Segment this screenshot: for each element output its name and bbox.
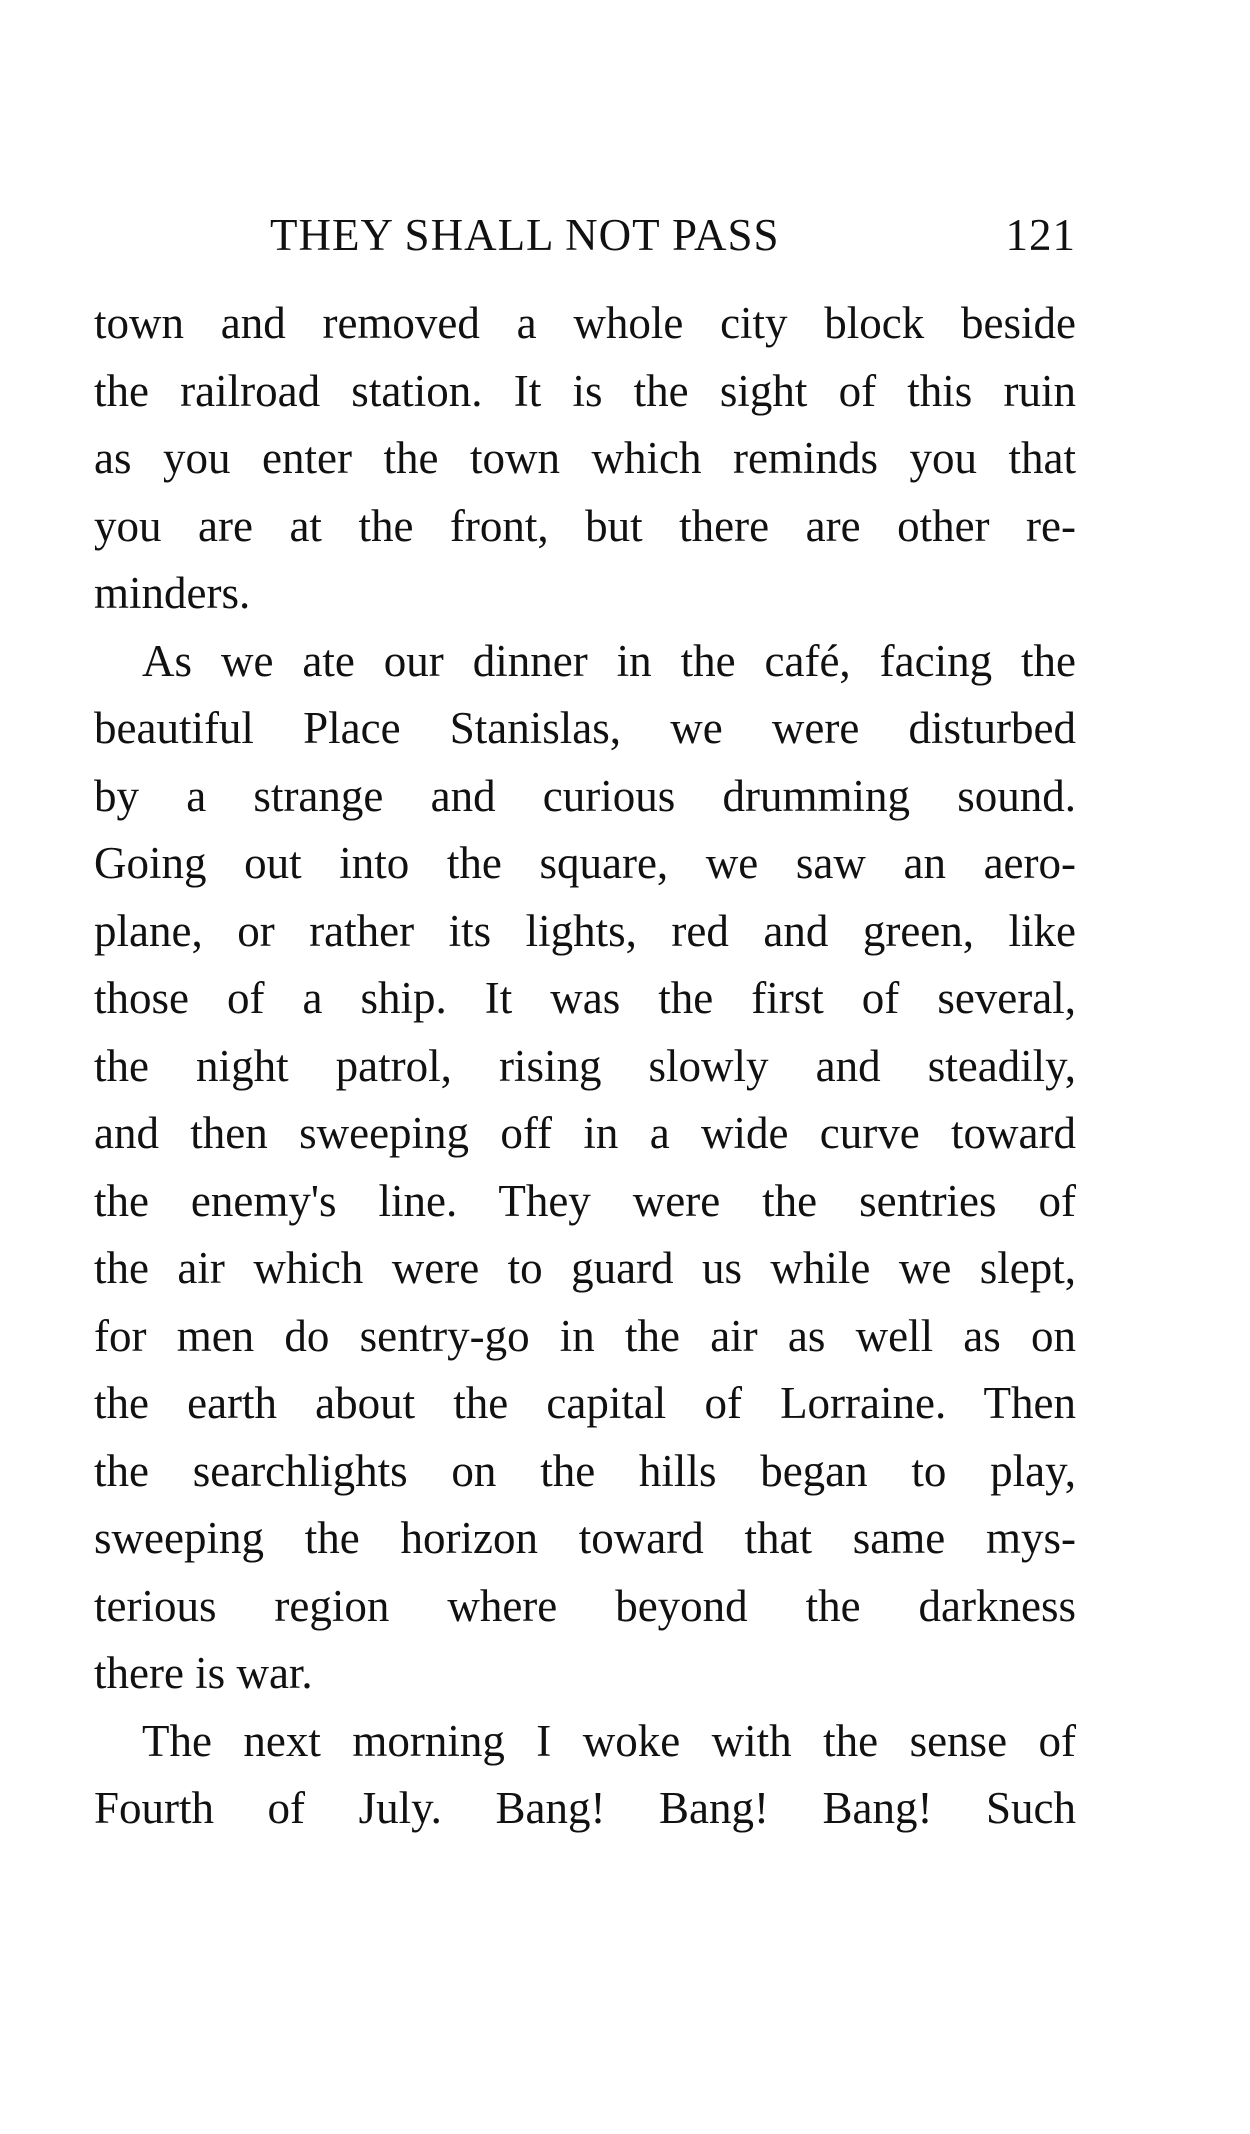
page-number: 121: [1005, 210, 1076, 260]
text-line: for men do sentry-go in the air as well as on: [94, 1310, 1076, 1361]
running-title: THEY SHALL NOT PASS: [270, 210, 780, 260]
text-line: The next morning I woke with the sense of: [142, 1715, 1076, 1766]
text-line: sweeping the horizon toward that same mys-: [94, 1513, 1076, 1563]
text-line: the air which were to guard us while we slept,: [94, 1243, 1076, 1293]
text-line: Going out into the square, we saw an aero-: [94, 838, 1076, 888]
text-line: the searchlights on the hills began to play,: [94, 1445, 1076, 1496]
running-head: [94, 205, 1076, 265]
text-line: the enemy's line. They were the sentries of: [94, 1175, 1076, 1226]
text-line: the night patrol, rising slowly and steadily,: [94, 1040, 1076, 1091]
text-line: you are at the front, but there are other re-: [94, 500, 1076, 551]
text-line: those of a ship. It was the first of several,: [94, 973, 1076, 1023]
paragraph-2: [94, 628, 1076, 1708]
text-line: terious region where beyond the darkness: [94, 1580, 1076, 1631]
text-line: the earth about the capital of Lorraine. Then: [94, 1378, 1076, 1428]
text-line: as you enter the town which reminds you that: [94, 433, 1076, 483]
text-line: beautiful Place Stanislas, we were disturbed: [94, 703, 1076, 753]
text-line: town and removed a whole city block beside: [94, 298, 1076, 348]
text-line: Fourth of July. Bang! Bang! Bang! Such: [94, 1783, 1076, 1833]
paragraph-3: [94, 1708, 1076, 1843]
paragraph-1: [94, 290, 1076, 628]
text-line: there is war.: [94, 1648, 313, 1698]
text-line: minders.: [94, 568, 251, 618]
text-line: plane, or rather its lights, red and green, like: [94, 905, 1076, 956]
body-text: [94, 290, 1076, 1843]
text-line: the railroad station. It is the sight of this ruin: [94, 365, 1076, 416]
text-line: and then sweeping off in a wide curve toward: [94, 1108, 1076, 1158]
text-line: by a strange and curious drumming sound.: [94, 770, 1076, 821]
text-line: As we ate our dinner in the café, facing the: [142, 635, 1076, 686]
